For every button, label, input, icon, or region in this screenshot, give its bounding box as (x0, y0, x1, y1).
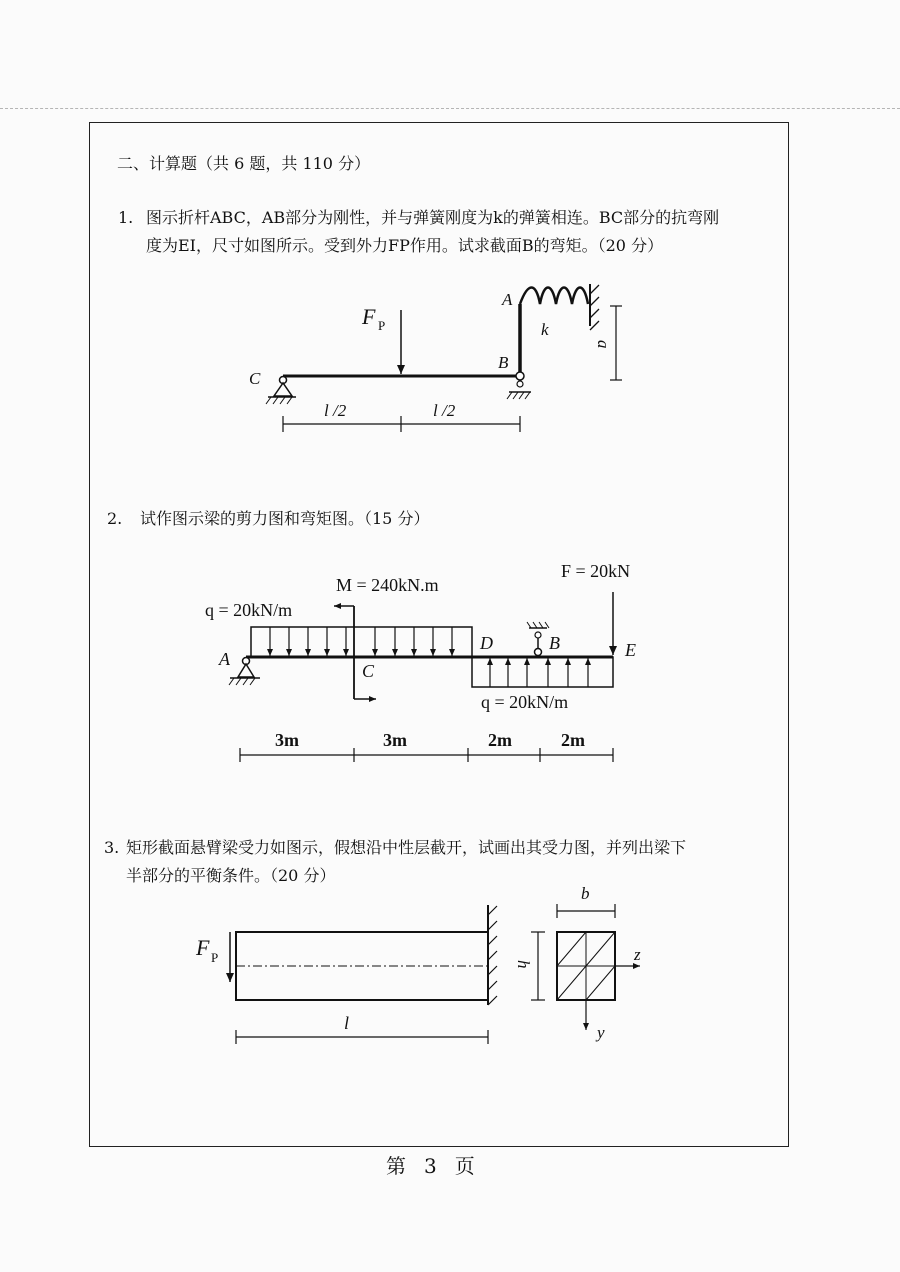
fig3-f-label: F (196, 935, 210, 960)
fig3-z-label: z (634, 945, 641, 964)
fig2-c-label: C (362, 661, 375, 681)
footer-page-number: 3 (424, 1154, 439, 1178)
fig1-dim-right: l /2 (433, 401, 456, 420)
spring-k (520, 288, 588, 305)
q3-text-line2: 半部分的平衡条件。（20 分） (126, 866, 336, 885)
load-arrows-up (490, 658, 588, 687)
fig2-d-label: D (480, 633, 493, 653)
q1-text-line1: 图示折杆ABC，AB部分为刚性，并与弹簧刚度为k的弹簧相连。BC部分的抗弯刚 (146, 208, 720, 227)
fig1-c-label: C (249, 369, 261, 388)
page-footer (378, 1150, 485, 1179)
figure-3 (230, 904, 640, 1044)
section-title: 二、计算题（共 6 题，共 110 分） (117, 154, 371, 173)
footer-prefix: 第 (386, 1154, 408, 1178)
fig1-f-label: F (362, 304, 376, 329)
fig3-y-label: y (597, 1023, 605, 1042)
q3-number: 3. (104, 838, 120, 857)
fig2-q-bottom-label: q = 20kN/m (481, 692, 569, 712)
fig2-moment-label: M = 240kN.m (336, 575, 439, 595)
fig2-dim-1: 3m (275, 730, 299, 750)
fig1-dim-left: l /2 (324, 401, 347, 420)
q3-text-line1: 矩形截面悬臂梁受力如图示，假想沿中性层截开，试画出其受力图，并列出梁下 (126, 838, 687, 857)
fig3-b-label: b (581, 884, 590, 903)
fig1-b-label: B (498, 353, 509, 372)
fig2-dim-4: 2m (561, 730, 585, 750)
fig2-q-top-label: q = 20kN/m (205, 600, 293, 620)
pin-support-c (274, 383, 292, 396)
fig1-a-dim-label: a (594, 340, 613, 349)
fig2-e-label: E (625, 640, 636, 660)
q1-number: 1. (118, 208, 134, 227)
fig2-b-label: B (549, 633, 560, 653)
fig2-a-label: A (219, 649, 230, 669)
hinge-b (516, 372, 524, 380)
fig3-l-label: l (344, 1013, 350, 1033)
distributed-load-top (251, 627, 472, 657)
fig1-a-label: A (502, 290, 513, 309)
fig2-dim-2: 3m (383, 730, 407, 750)
fig3-h-label: h (514, 960, 533, 969)
footer-suffix: 页 (454, 1154, 477, 1178)
fig2-dim-3: 2m (488, 730, 512, 750)
fig1-k-label: k (541, 320, 549, 339)
fig3-f-sub: P (211, 950, 219, 965)
fig2-force-label: F = 20kN (561, 561, 631, 581)
support-b (535, 649, 542, 656)
distributed-load-bottom (472, 657, 613, 687)
q2-number: 2. (107, 509, 123, 528)
load-arrows-down (270, 627, 452, 656)
pin-support-a (238, 664, 254, 677)
q1-text-line2: 度为EI，尺寸如图所示。受到外力FP作用。试求截面B的弯矩。（20 分） (146, 236, 664, 255)
q2-text: 试作图示梁的剪力图和弯矩图。（15 分） (140, 509, 430, 528)
fig1-f-sub: P (378, 318, 386, 333)
